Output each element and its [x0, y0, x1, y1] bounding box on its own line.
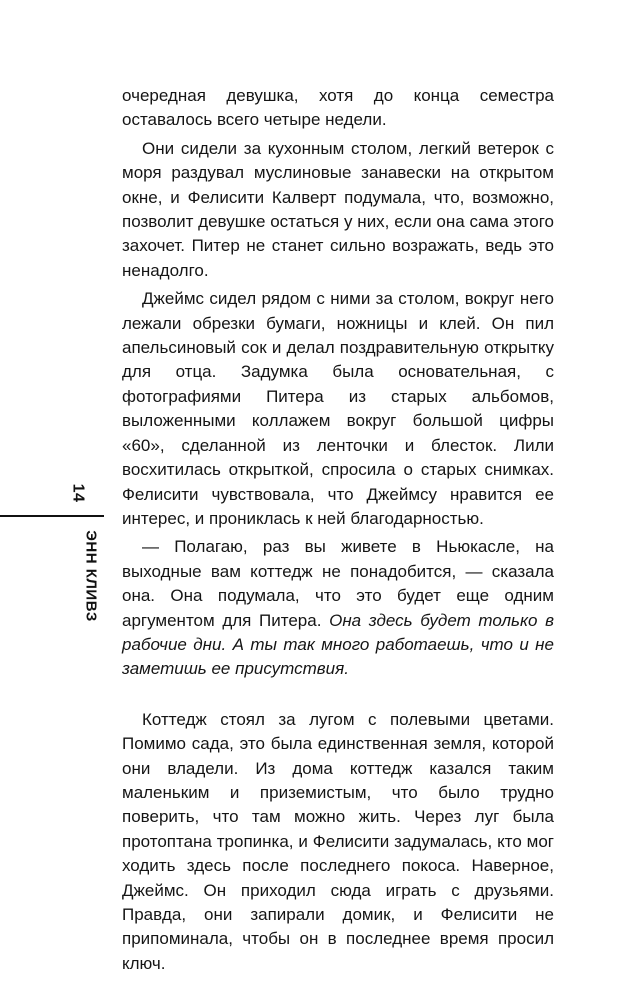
margin-rule	[0, 515, 104, 517]
paragraph-4	[122, 535, 554, 681]
paragraph-1: очередная девушка, хотя до конца семестра оставалось всего четыре недели.	[122, 86, 554, 130]
dialogue-text: — Полагаю, раз вы живете в Ньюкасле, на выходные вам коттедж не понадобится, — сказала она. Она подумала, что это будет еще одним аргументом для Питера.	[122, 537, 554, 630]
page-margin	[0, 0, 110, 1000]
body-text	[122, 84, 554, 976]
paragraph-5: Коттедж стоял за лугом с полевыми цветами. Помимо сада, это была единственная земля, которой они владели. Из дома коттедж казался таким маленьким и приземистым, что было трудно поверить, что там можно жить. Через луг была протоптана тропинка, и Фелисити задумалась, кто мог ходить здесь после последнего покоса. Наверное, Джеймс. Он приходил сюда играть с друзьями. Правда, они запирали домик, и Фелисити не припоминала, чтобы он в последнее время просил ключ.	[122, 709, 554, 973]
author-name: ЭНН КЛИВЗ	[82, 530, 100, 622]
paragraph-3: Джеймс сидел рядом с ними за столом, вокруг него лежали обрезки бумаги, ножницы и клей. Он пил апельсиновый сок и делал поздравительную открытку для отца. Задумка была основательная, с фотографиями Питера из старых альбомов, выложенными коллажем вокруг большой цифры «60», сделанной из ленточки и блесток. Лили восхитилась открыткой, спросила о старых снимках. Фелисити чувствовала, что Джеймсу нравится ее интерес, и прониклась к ней благодарностью.	[122, 289, 554, 528]
page-number: 14	[69, 483, 87, 503]
running-head	[82, 528, 100, 624]
italic-thought: Она здесь будет только в рабочие дни. А ты так много работаешь, что и не заметишь ее присутствия.	[122, 610, 554, 679]
paragraph-2: Они сидели за кухонным столом, легкий ветерок с моря раздувал муслиновые занавески на открытом окне, и Фелисити Калверт подумала, что, возможно, позволит девушке остаться у них, если она сама этого захочет. Питер не станет сильно возражать, ведь это ненадолго.	[122, 138, 554, 280]
